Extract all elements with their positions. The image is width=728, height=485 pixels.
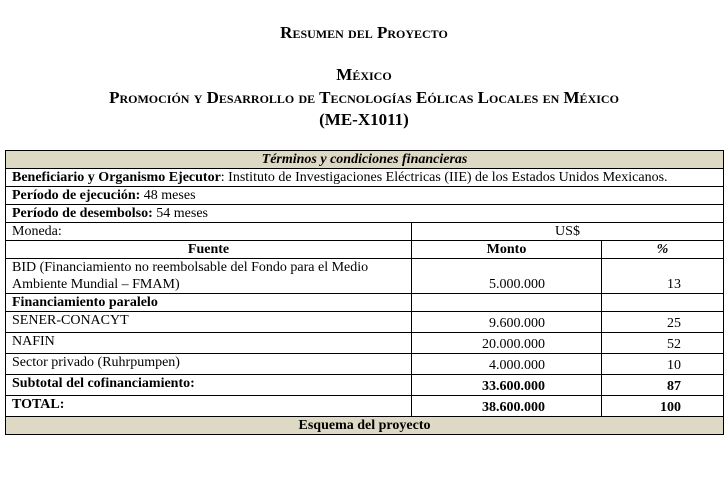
disbursement-period-value: 54 meses bbox=[152, 206, 208, 221]
currency-row bbox=[6, 223, 724, 241]
row-amount: 20.000.000 bbox=[412, 333, 602, 354]
table-row bbox=[6, 354, 724, 375]
disbursement-period-cell bbox=[6, 205, 724, 223]
summary-heading: Resumen del Proyecto bbox=[280, 23, 448, 42]
beneficiary-label: Beneficiario y Organismo Ejecutor bbox=[12, 170, 221, 185]
beneficiary-value: : Instituto de Investigaciones Eléctricas (IIE) de los Estados Unidos Mexicanos. bbox=[220, 170, 668, 185]
execution-period-label: Período de ejecución: bbox=[12, 188, 141, 203]
total-row bbox=[6, 396, 724, 417]
execution-period-row bbox=[6, 187, 724, 205]
column-header-row bbox=[6, 241, 724, 259]
row-percent: 10 bbox=[602, 354, 724, 375]
beneficiary-row bbox=[6, 169, 724, 187]
project-title: Promoción y Desarrollo de Tecnologías Eólicas Locales en México bbox=[109, 88, 619, 107]
row-source: NAFIN bbox=[6, 333, 412, 354]
terms-section-title: Términos y condiciones financieras bbox=[6, 151, 724, 169]
scheme-section-header-row bbox=[6, 417, 724, 435]
table-row bbox=[6, 312, 724, 333]
column-header-source: Fuente bbox=[6, 241, 412, 259]
total-amount: 38.600.000 bbox=[412, 396, 602, 417]
subtotal-amount: 33.600.000 bbox=[412, 375, 602, 396]
row-amount: 4.000.000 bbox=[412, 354, 602, 375]
column-header-percent: % bbox=[602, 241, 724, 259]
terms-section-header-row bbox=[6, 151, 724, 169]
table-row bbox=[6, 333, 724, 354]
subtotal-label: Subtotal del cofinanciamiento: bbox=[6, 375, 412, 396]
total-percent: 100 bbox=[602, 396, 724, 417]
row-source: SENER-CONACYT bbox=[6, 312, 412, 333]
execution-period-cell bbox=[6, 187, 724, 205]
disbursement-period-label: Período de desembolso: bbox=[12, 206, 153, 221]
parallel-financing-row bbox=[6, 294, 724, 312]
subtotal-percent: 87 bbox=[602, 375, 724, 396]
table-row bbox=[6, 259, 724, 294]
total-label: TOTAL: bbox=[6, 396, 412, 417]
scheme-section-title: Esquema del proyecto bbox=[6, 417, 724, 435]
bid-source: BID (Financiamiento no reembolsable del Fondo para el Medio Ambiente Mundial – FMAM) bbox=[6, 259, 412, 294]
execution-period-value: 48 meses bbox=[140, 188, 196, 203]
currency-label: Moneda: bbox=[6, 223, 412, 241]
row-percent: 25 bbox=[602, 312, 724, 333]
financial-terms-table bbox=[5, 150, 724, 435]
row-amount: 9.600.000 bbox=[412, 312, 602, 333]
currency-value: US$ bbox=[412, 223, 724, 241]
beneficiary-cell bbox=[6, 169, 724, 187]
subtotal-row bbox=[6, 375, 724, 396]
row-percent: 52 bbox=[602, 333, 724, 354]
parallel-financing-label: Financiamiento paralelo bbox=[6, 294, 412, 312]
column-header-amount: Monto bbox=[412, 241, 602, 259]
row-source: Sector privado (Ruhrpumpen) bbox=[6, 354, 412, 375]
country-heading: México bbox=[336, 65, 392, 84]
bid-percent: 13 bbox=[602, 259, 724, 294]
disbursement-period-row bbox=[6, 205, 724, 223]
project-code: (ME-X1011) bbox=[319, 110, 409, 129]
bid-amount: 5.000.000 bbox=[412, 259, 602, 294]
